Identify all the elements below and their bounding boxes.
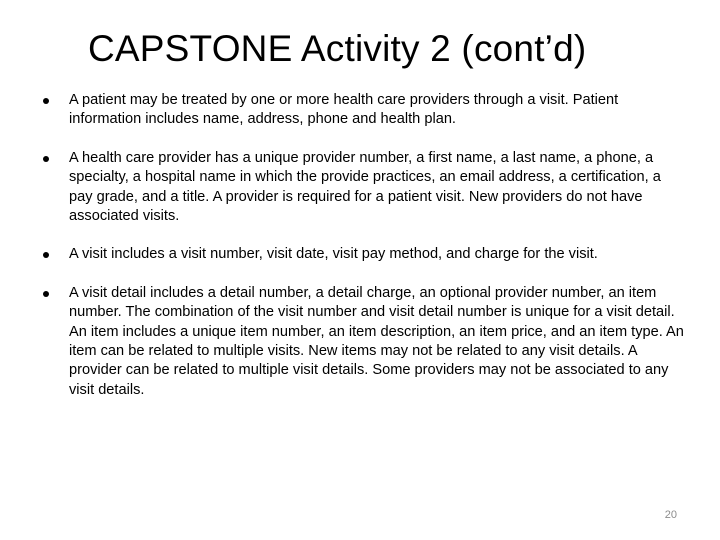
bullet-dot-icon: [43, 252, 49, 258]
bullet-text: A visit includes a visit number, visit date, visit pay method, and charge for the visit.: [69, 246, 598, 263]
bullet-text: A visit detail includes a detail number, a detail charge, an optional provider number, an item number. The combination of the visit number and visit detail number is unique for a visit detail. An item includes a unique item number, an item description, an item price, and an item type. An item can be related to multiple visits. New items may not be related to any visit details. A provider can be related to multiple visit details. Some providers may not be associated to any visit details.: [69, 284, 684, 398]
bullet-item: [38, 149, 688, 227]
bullet-text: A health care provider has a unique provider number, a first name, a last name, a phone, a specialty, a hospital name in which the provide practices, an email address, a certification, a pay grade, and a title. A provider is required for a patient visit. New providers do not have associated visits.: [69, 149, 661, 225]
bullet-list: [38, 91, 688, 419]
page-number: 20: [664, 509, 677, 521]
slide-title: CAPSTONE Activity 2 (cont’d): [88, 28, 587, 69]
bullet-text: A patient may be treated by one or more health care providers through a visit. Patient information includes name, address, phone and health plan.: [69, 92, 619, 128]
bullet-dot-icon: [43, 156, 49, 162]
bullet-item: [38, 284, 688, 400]
bullet-dot-icon: [43, 291, 49, 297]
bullet-item: [38, 245, 688, 264]
bullet-dot-icon: [43, 98, 49, 104]
bullet-item: [38, 91, 688, 130]
